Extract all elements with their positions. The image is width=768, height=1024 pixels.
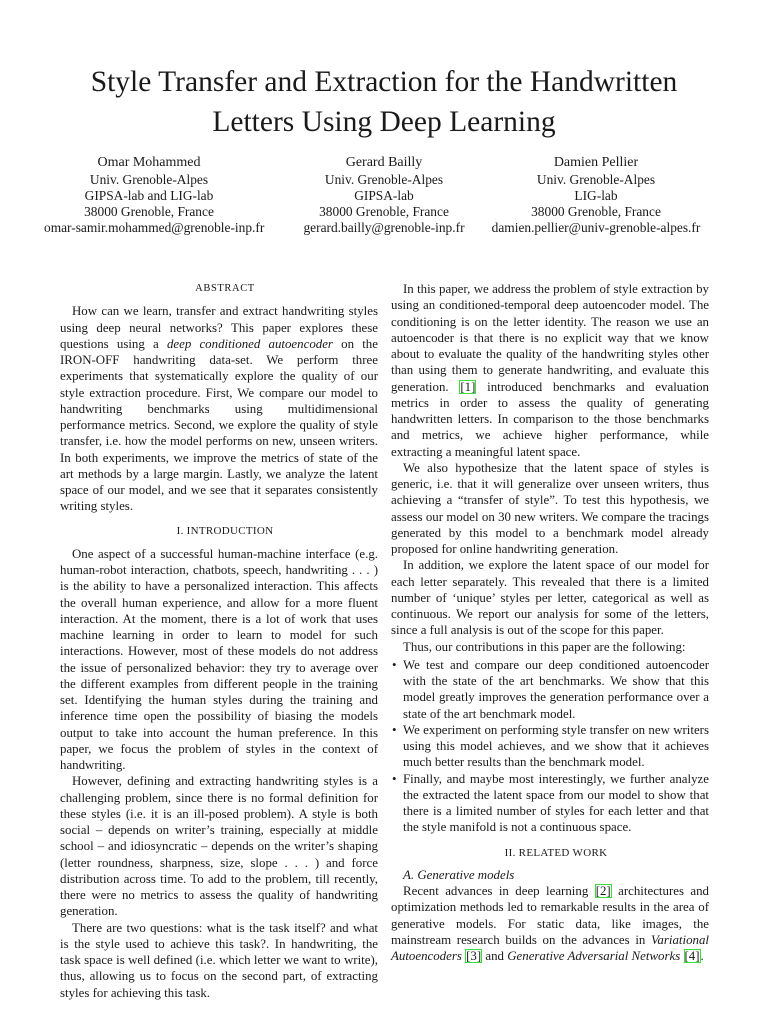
author-2 — [279, 154, 489, 236]
paragraph-text: architectures and optimization methods led to remarkable results in the area of generative models. For static data, like images, the mainstream research builds on the advances in — [391, 884, 709, 947]
bullet-icon: • — [392, 771, 397, 786]
author-lab: GIPSA-lab — [354, 188, 414, 203]
intro-paragraph-3: There are two questions: what is the task itself? and what is the style used to achieve this task?. In handwriting, the task space is well defined (i.e. which letter we want to write), thus, allowing us to focus on the second part, of extracting styles for achieving this task. — [60, 920, 378, 1000]
abstract-heading-text: ABSTRACT — [195, 283, 255, 294]
abstract-emphasis: deep conditioned autoencoder — [166, 336, 333, 351]
abstract-text-b: on the IRON-OFF handwriting data-set. We perform three experiments that systematically explore the quality of our style extraction procedure. First, We compare our model to handwriting benchmarks using multidimensional performance metrics. Second, we explore the quality of style transfer, i.e. how the model performs on new, unseen writers. In both experiments, we improve the metrics of state of the art methods by a large margin. Lastly, we analyze the latent space of our model, and we see that it separates consistently writing styles. — [60, 336, 378, 514]
author-name: Omar Mohammed — [97, 155, 201, 170]
author-lab: LIG-lab — [574, 188, 618, 203]
paragraph-text: In this paper, we address the problem of style extraction by using an conditioned-temporal deep autoencoder model. The conditioning is on the letter identity. The reason we use an autoencoder is that there is no explicit way that we know about to evaluate the quality of the handwriting styles other than using them to generate handwriting, and evaluate this generation. — [391, 282, 709, 394]
title-line-1: Style Transfer and Extraction for the Handwritten — [90, 66, 678, 98]
contributions-list — [391, 657, 709, 836]
emphasis-gan: Generative Adversarial Networks — [507, 949, 681, 963]
citation-link-2[interactable]: [2] — [595, 884, 611, 898]
author-affiliation: Univ. Grenoble-Alpes — [536, 172, 656, 187]
emphasis-vae: Variational Autoencoders — [391, 932, 709, 963]
author-email[interactable]: gerard.bailly@grenoble-inp.fr — [303, 220, 465, 235]
author-lab: GIPSA-lab and LIG-lab — [84, 188, 214, 203]
right-column — [391, 281, 709, 964]
author-affiliation: Univ. Grenoble-Alpes — [89, 172, 209, 187]
intro-paragraph-1: One aspect of a successful human-machine interface (e.g. human-robot interaction, chatbots, speech, handwriting . . . ) is the ability to have a personalized interaction. This affects the overall human experience, and allow for a more fluent interaction. At the moment, there is a lot of work that uses machine learning in order to learn to model for such interactions. However, most of these models do not address the issue of personalized behavior: they try to average over the different examples from different people in the training set. Identifying the human styles during the training and inference time open the possibility of biasing the models output to take into account the human preference. In this paper, we focus the problem of styles in the context of handwriting. — [60, 546, 378, 772]
left-column — [60, 281, 378, 1001]
contributions-intro: Thus, our contributions in this paper are the following: — [403, 639, 686, 654]
author-affiliation: Univ. Grenoble-Alpes — [324, 172, 444, 187]
author-address: 38000 Grenoble, France — [84, 204, 214, 219]
citation-link-4[interactable]: [4] — [684, 949, 700, 963]
paragraph-text: Recent advances in deep learning — [403, 884, 595, 898]
paper-title — [40, 62, 728, 142]
list-item-text: Finally, and maybe most interestingly, we further analyze the extracted the latent space from our model to show that there is a limited number of styles for each letter and that the style manifold is not a continuous space. — [403, 771, 709, 835]
author-address: 38000 Grenoble, France — [531, 204, 661, 219]
intro-paragraph-4 — [391, 281, 709, 460]
title-line-2: Letters Using Deep Learning — [212, 106, 556, 138]
bullet-icon: • — [392, 657, 397, 672]
section-heading-related-work — [391, 845, 709, 861]
list-item-text: We test and compare our deep conditioned autoencoder with the state of the art benchmarks. We show that this model greatly improves the generation performance over a state of the art benchmark model. — [403, 657, 709, 721]
author-name: Gerard Bailly — [345, 155, 423, 170]
paragraph-text: and — [482, 949, 508, 963]
intro-paragraph-2: However, defining and extracting handwriting styles is a challenging problem, since there is no formal definition for these styles (i.e. it is an ill-posed problem). A style is both social – depends on writer’s training, especially at middle school – and idiosyncratic – depends on the writer’s shaping (letter roundness, sharpness, size, slope . . . ) and force distribution across time. To add to the problem, till recently, there were no metrics to assess the quality of handwriting generation. — [60, 774, 378, 919]
author-1 — [44, 154, 265, 236]
paragraph-text: . — [700, 949, 704, 963]
author-email[interactable]: omar-samir.mohammed@grenoble-inp.fr — [44, 220, 265, 235]
intro-paragraph-5: We also hypothesize that the latent space of styles is generic, i.e. that it will generalize over unseen writers, thus achieving a “transfer of style”. To test this hypothesis, we assess our model on 30 new writers. We compare the tracings generated by this model to a benchmark model already proposed for online handwriting generation. — [391, 460, 709, 556]
author-address: 38000 Grenoble, France — [319, 204, 449, 219]
citation-link-1[interactable]: [1] — [460, 379, 476, 394]
list-item — [391, 771, 709, 836]
author-name: Damien Pellier — [553, 155, 639, 170]
section-heading-introduction — [60, 523, 378, 539]
bullet-icon: • — [392, 722, 397, 737]
author-email[interactable]: damien.pellier@univ-grenoble-alpes.fr — [491, 220, 701, 235]
related-heading-text: II. RELATED WORK — [504, 846, 608, 859]
paragraph-text-tail: introduced benchmarks and evaluation metrics in order to assess the quality of generating handwritten letters. In comparison to the those benchmarks and metrics, we achieve higher performance, while extracting a meaningful latent space. — [391, 379, 709, 459]
citation-link-3[interactable]: [3] — [466, 949, 482, 963]
author-3 — [486, 154, 706, 236]
abstract-paragraph — [60, 303, 378, 514]
list-item-text: We experiment on performing style transfer on new writers using this model achieves, and we show that it achieves much better results than the benchmark model. — [403, 722, 709, 770]
abstract-text-a: How can we learn, transfer and extract handwriting styles using deep neural networks? This paper explores these questions using a — [60, 304, 378, 351]
list-item — [391, 657, 709, 722]
abstract-heading — [60, 281, 378, 297]
intro-heading-text: I. INTRODUCTION — [176, 524, 274, 537]
related-paragraph-1 — [391, 883, 709, 964]
subsection-heading: A. Generative models — [403, 867, 515, 882]
list-item — [391, 722, 709, 771]
intro-paragraph-6: In addition, we explore the latent space of our model for each letter separately. This revealed that there is a limited number of ‘unique’ styles per letter, categorical as well as continuous. We report our analysis for some of the letters, since a full analysis is out of the scope for this paper. — [391, 558, 709, 638]
